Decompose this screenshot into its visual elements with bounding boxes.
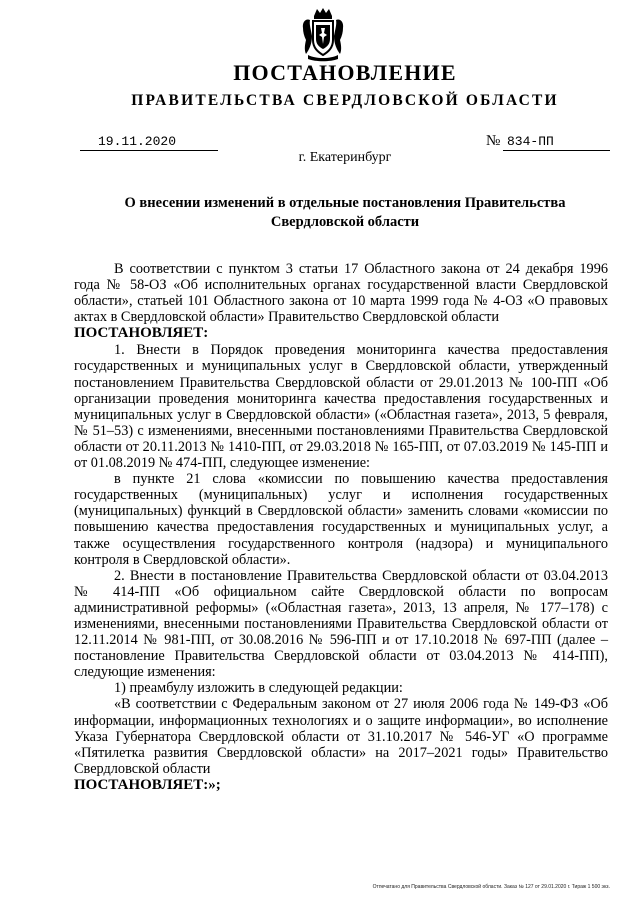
item-2-paragraph: 2. Внести в постановление Правительства Свердловской области от 03.04.2013 № 414-ПП «Об официальном сайте Свердловской области по вопросам административной реформы» («Областная газета», 2013, 13 апреля, № 177–178) с изменениями, внесенными постановлениями Правительства Свердловской области от 12.11.2014 № 981-ПП, от 30.08.2016 № 596-ПП и от 17.10.2018 № 697-ПП (далее – постановление Правительства Свердловской области от 03.04.2013 № 414-ПП), следующие изменения: [74,567,608,681]
resolves-heading: ПОСТАНОВЛЯЕТ: [74,325,209,342]
document-number: 834-ПП [503,134,610,151]
document-type-title: ПОСТАНОВЛЕНИЕ [233,60,457,85]
coat-of-arms-icon [300,6,346,62]
item-2-quoted-preamble: «В соответствии с Федеральным законом от 27 июля 2006 года № 149-ФЗ «Об информации, информационных технологиях и о защите информации», во исполнение Указа Губернатора Свердловской области от 31.10.2017 № 546-УГ «О программе «Пятилетка развития Свердловской области» на 2017–2021 годы» Правительство Свердловской области [74,696,608,777]
document-body [74,261,608,794]
quoted-resolves-heading: ПОСТАНОВЛЯЕТ:»; [74,776,221,793]
print-footer-note: Отпечатано для Правительства Свердловской области. Заказ № 127 от 29.01.2020 г. Тираж 1 500 экз. [372,884,610,890]
document-subject: О внесении изменений в отдельные постановления Правительства Свердловской области [124,195,566,230]
number-label: № [486,133,501,149]
preamble-paragraph: В соответствии с пунктом 3 статьи 17 Областного закона от 24 декабря 1996 года № 58-ОЗ «Об исполнительных органах государственной власти Свердловской области», статьей 101 Областного закона от 10 марта 1999 года № 4-ОЗ «О правовых актах в Свердловской области» Правительство Свердловской области [74,261,608,326]
issuer-subtitle: ПРАВИТЕЛЬСТВА СВЕРДЛОВСКОЙ ОБЛАСТИ [131,92,559,109]
item-1-paragraph: 1. Внести в Порядок проведения мониторинга качества предоставления государственных и муниципальных услуг в Свердловской области, утвержденный постановлением Правительства Свердловской области от 29.01.2013 № 100-ПП «Об организации проведения мониторинга качества предоставления государственных и муниципальных услуг в Свердловской области» («Областная газета», 2013, 5 февраля, № 51–53) с изменениями, внесенными постановлениями Правительства Свердловской области от 20.11.2013 № 1410-ПП, от 29.03.2018 № 165-ПП, от 07.03.2019 № 145-ПП и от 01.08.2019 № 474-ПП, следующее изменение: [74,342,608,472]
item-1-change-paragraph: в пункте 21 слова «комиссии по повышению качества предоставления государственных (муниципальных) услуг и исполнения государственных (муниципальных) функций в Свердловской области» заменить словами «комиссии по повышению качества предоставления государственных и муниципальных услуг, а также осуществления государственного контроля (надзора) и муниципального контроля в Свердловской области». [74,471,608,568]
document-date: 19.11.2020 [80,134,218,151]
item-2-subitem-1: 1) преамбулу изложить в следующей редакции: [114,680,403,697]
city: г. Екатеринбург [298,150,392,165]
